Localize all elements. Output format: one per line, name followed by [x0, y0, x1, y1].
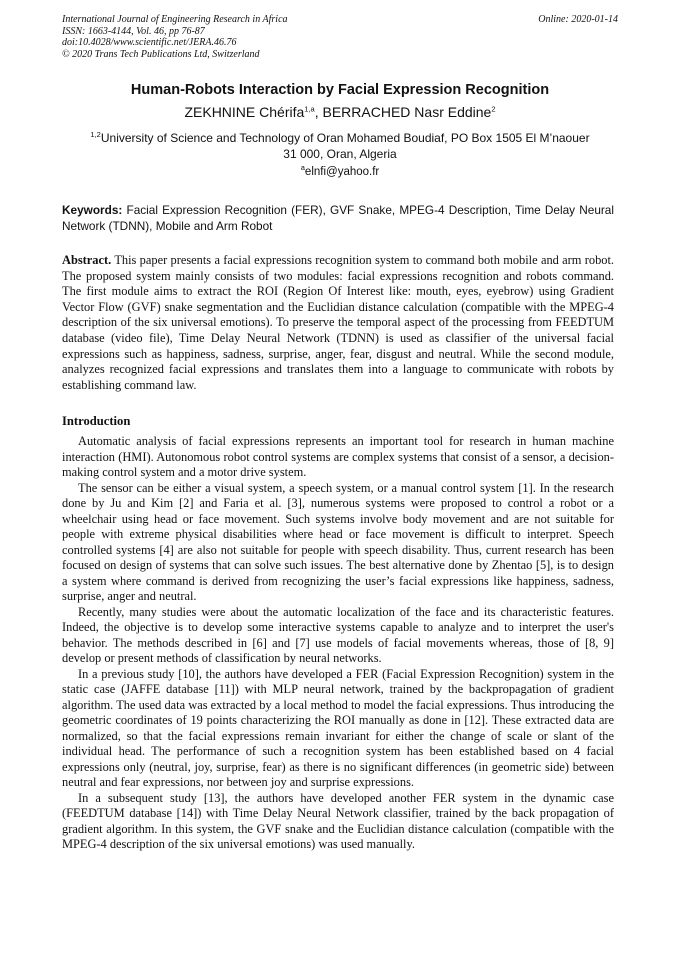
abstract-text: This paper presents a facial expressions recognition system to command both mobile and arm robot. The proposed system mainly consists of two modules: facial expressions recognition and robots command. The first module aims to extract the ROI (Region Of Interest like: mouth, eyes, eyebrow) using Gradient Vector Flow (GVF) snake segmentation and the Euclidian distance calculation (compatible with the MPEG-4 description of the six universal emotions). To preserve the temporal aspect of the processing from FEEDTUM database (video file), Time Delay Neural Network (TDNN) is used as classifier of the universal facial expressions such as happiness, sadness, surprise, anger, fear, disgust and neutral. While the second module, analyzes recognized facial expressions and translates them into a language to communicate with robots by establishing command law. [62, 253, 614, 392]
paragraph: In a previous study [10], the authors have developed a FER (Facial Expression Recognition) system in the static case (JAFFE database [11]) with MLP neural network, trained by the backpropagation of gradient algorithm. The used data was extracted by a local method to model the facial expressions. Thus introducing the geometric coordinates of 19 points characterizing the ROI manually as done in [12]. These extracted data are normalized, so that the facial expressions remain invariant for either the change of scale or slant of the individual head. The performance of such a recognition system has been established based on 4 facial expressions only (neutral, joy, surprise, fear) as there is no significant differences (in geometric side) between neutral and fear expressions, nor between joy and surprise expressions. [62, 666, 614, 789]
paragraph: Recently, many studies were about the automatic localization of the face and its characteristic features. Indeed, the objective is to develop some interactive systems capable to analyze and to interpret the user's behavior. The methods described in [6] and [7] use models of facial movements whereas, those of [8, 9] develop or present methods of classification by neural networks. [62, 604, 614, 665]
affiliation-marker: 1,2 [90, 130, 101, 139]
doi-line[interactable]: doi:10.4028/www.scientific.net/JERA.46.76 [62, 37, 237, 48]
affiliation-line-1: University of Science and Technology of Oran Mohamed Boudiaf, PO Box 1505 El M’naouer [100, 131, 590, 145]
keywords [62, 203, 614, 234]
issn-line: ISSN: 1663-4144, Vol. 46, pp 76-87 [62, 25, 205, 37]
paragraph: In a subsequent study [13], the authors have developed another FER system in the dynamic case (FEEDTUM database [14]) with Time Delay Neural Network classifier, trained by the back propagation of gradient algorithm. In this system, the GVF snake and the Euclidian distance calculation (compatible with the MPEG-4 description of the six universal emotions) was used manually. [62, 790, 614, 851]
paper-title: Human-Robots Interaction by Facial Expression Recognition [130, 82, 550, 98]
email-marker: a [300, 163, 305, 173]
keywords-text: Facial Expression Recognition (FER), GVF Snake, MPEG-4 Description, Time Delay Neural Network (TDNN), Mobile and Arm Robot [62, 203, 614, 233]
abstract [62, 253, 614, 393]
author-line [62, 104, 618, 120]
author-1: ZEKHNINE Chérifa [184, 104, 305, 120]
author-1-affil: 1,a [304, 104, 315, 114]
author-2: BERRACHED Nasr Eddine [322, 104, 492, 120]
paragraph: Automatic analysis of facial expressions represents an important tool for research in human machine interaction (HMI). Autonomous robot control systems are complex systems that consist of a sensor, a decision-making control system and a motor drive system. [62, 434, 614, 479]
email-address[interactable]: elnfi@yahoo.fr [304, 166, 380, 178]
author-separator: , [314, 104, 323, 120]
journal-name: International Journal of Engineering Research in Africa [62, 14, 288, 25]
online-date: Online: 2020-01-14 [538, 14, 618, 25]
paragraph: The sensor can be either a visual system, a speech system, or a manual control system [1]. In the research done by Ju and Kim [2] and Faria et al. [3], numerous systems were proposed to control a robot or a wheelchair using head or face movement. Such systems involve body movement and are not suitable for people with extreme physical disabilities where head or face movement is difficult to interpret. Speech controlled systems [4] are also not suitable for people with speech disability. Thus, current research has been focused on design of systems that can solve such issues. The best alternative done by Zhentao [5], is to design a system where command is derived from recognizing the user’s facial expressions like happiness, sadness, surprise, anger and neutral. [62, 480, 614, 603]
introduction-body [62, 434, 614, 853]
copyright-line: © 2020 Trans Tech Publications Ltd, Switzerland [62, 48, 260, 60]
author-2-affil: 2 [491, 104, 496, 114]
author-email [62, 163, 618, 178]
keywords-label: Keywords: [62, 203, 123, 217]
journal-header [62, 14, 618, 60]
abstract-label: Abstract. [62, 253, 112, 267]
affiliation-line-2: 31 000, Oran, Algeria [283, 146, 397, 161]
section-heading-introduction: Introduction [62, 414, 131, 428]
affiliation [62, 131, 618, 162]
